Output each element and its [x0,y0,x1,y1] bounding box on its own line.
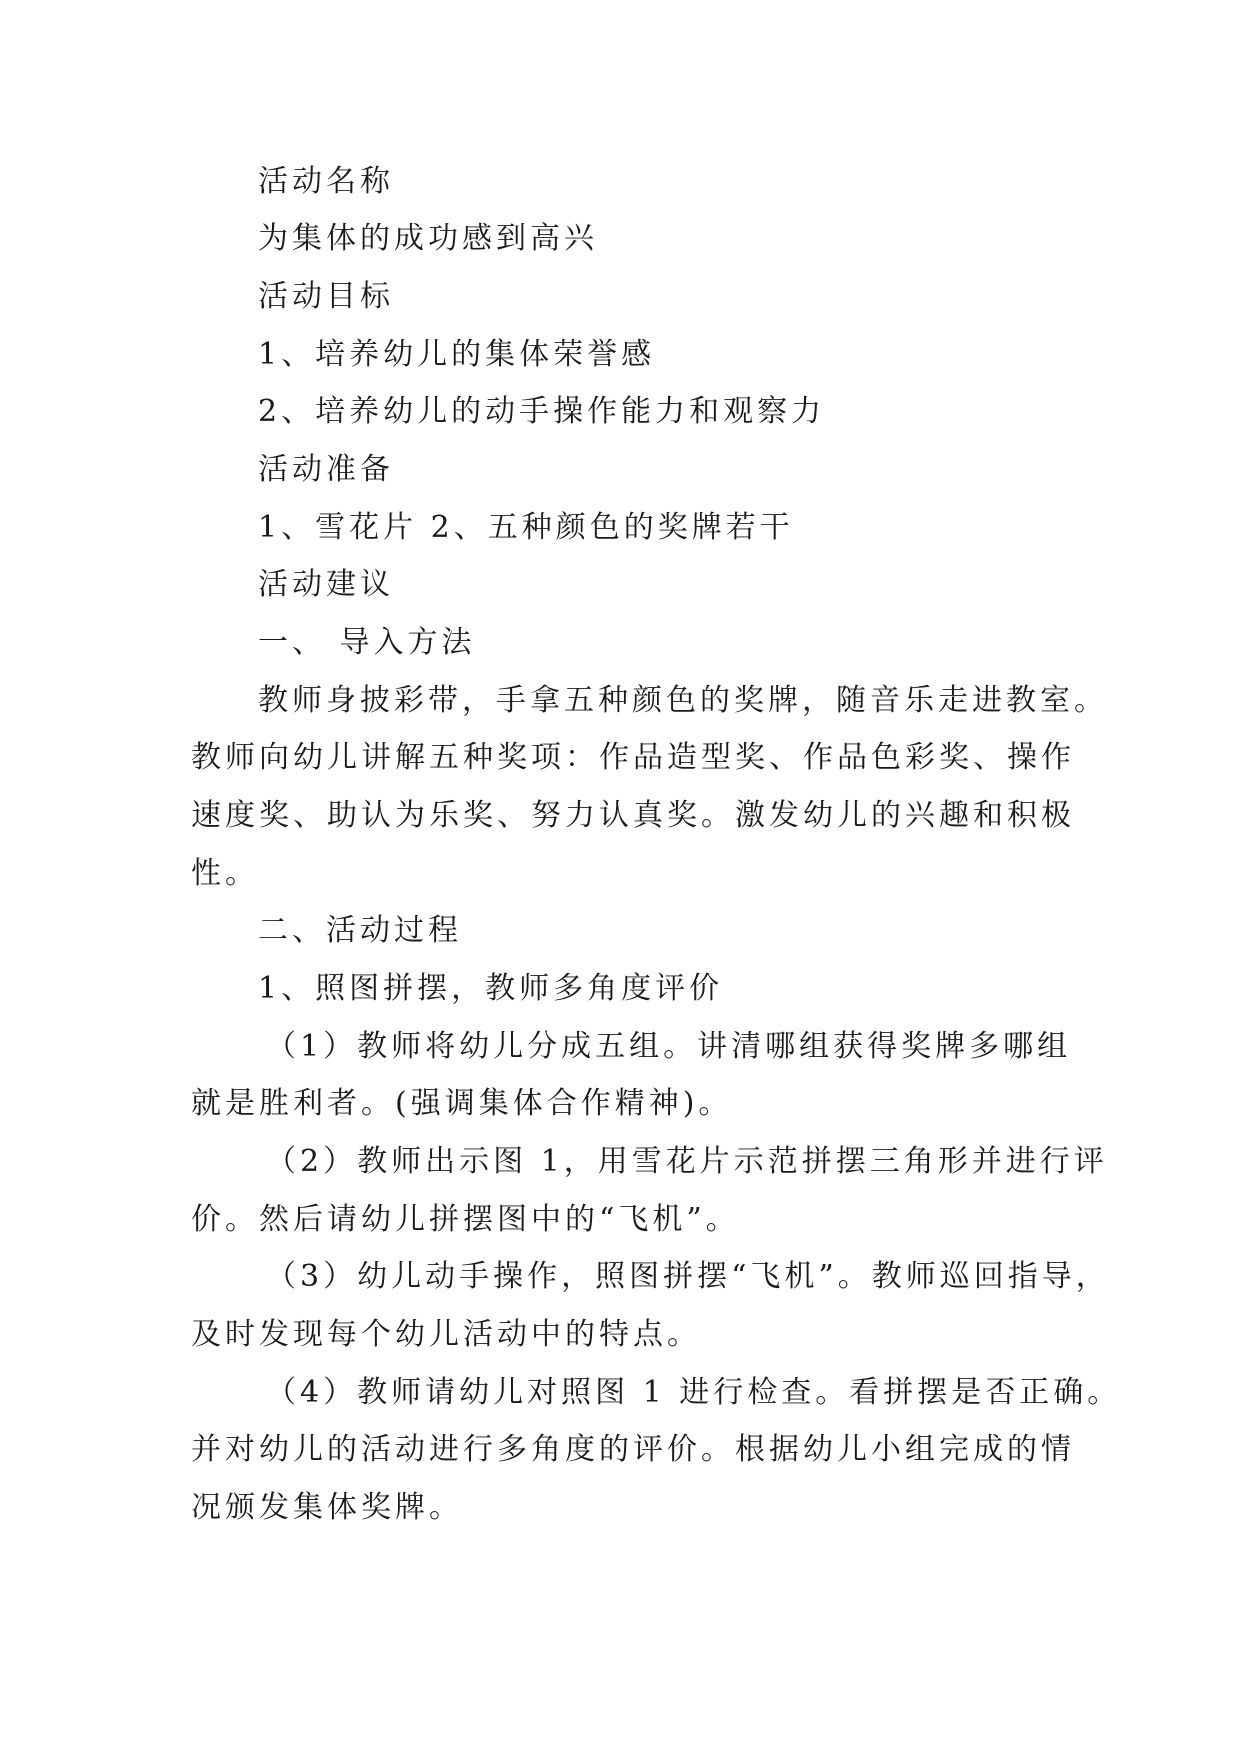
paragraph-line: 及时发现每个幼儿活动中的特点。 [191,1317,701,1352]
paragraph-line: 就是胜利者。(强调集体合作精神)。 [191,1086,733,1121]
paragraph-line: （3）幼儿动手操作，照图拼摆“飞机”。教师巡回指导， [266,1259,1110,1294]
paragraph-line: 速度奖、助认为乐奖、努力认真奖。激发幼儿的兴趣和积极 [191,798,1075,833]
activity-title: 为集体的成功感到高兴 [258,221,598,256]
heading-activity-suggestions: 活动建议 [258,567,394,602]
paragraph-line: 教师身披彩带，手拿五种颜色的奖牌，随音乐走进教室。 [258,683,1108,718]
goal-item: 1、培养幼儿的集体荣誉感 [258,337,656,372]
preparation-item: 1、雪花片 2、五种颜色的奖牌若干 [258,510,794,545]
heading-activity-preparation: 活动准备 [258,452,394,487]
paragraph-line: （2）教师出示图 1，用雪花片示范拼摆三角形并进行评 [266,1144,1108,1179]
subsection-heading: 1、照图拼摆，教师多角度评价 [258,971,724,1006]
paragraph-line: （1）教师将幼儿分成五组。讲清哪组获得奖牌多哪组 [266,1029,1072,1064]
paragraph-line: 价。然后请幼儿拼摆图中的“飞机”。 [191,1202,740,1237]
paragraph-line: 并对幼儿的活动进行多角度的评价。根据幼儿小组完成的情 [191,1432,1075,1467]
paragraph-line: 性。 [191,856,259,891]
paragraph-line: 教师向幼儿讲解五种奖项：作品造型奖、作品色彩奖、操作 [191,740,1075,775]
heading-activity-goals: 活动目标 [258,279,394,314]
section-heading: 一、 导入方法 [258,625,476,660]
heading-activity-name: 活动名称 [258,164,394,199]
paragraph-line: 况颁发集体奖牌。 [191,1490,463,1525]
section-heading: 二、活动过程 [258,913,462,948]
goal-item: 2、培养幼儿的动手操作能力和观察力 [258,394,826,429]
paragraph-line: （4）教师请幼儿对照图 1 进行检查。看拼摆是否正确。 [266,1375,1122,1410]
